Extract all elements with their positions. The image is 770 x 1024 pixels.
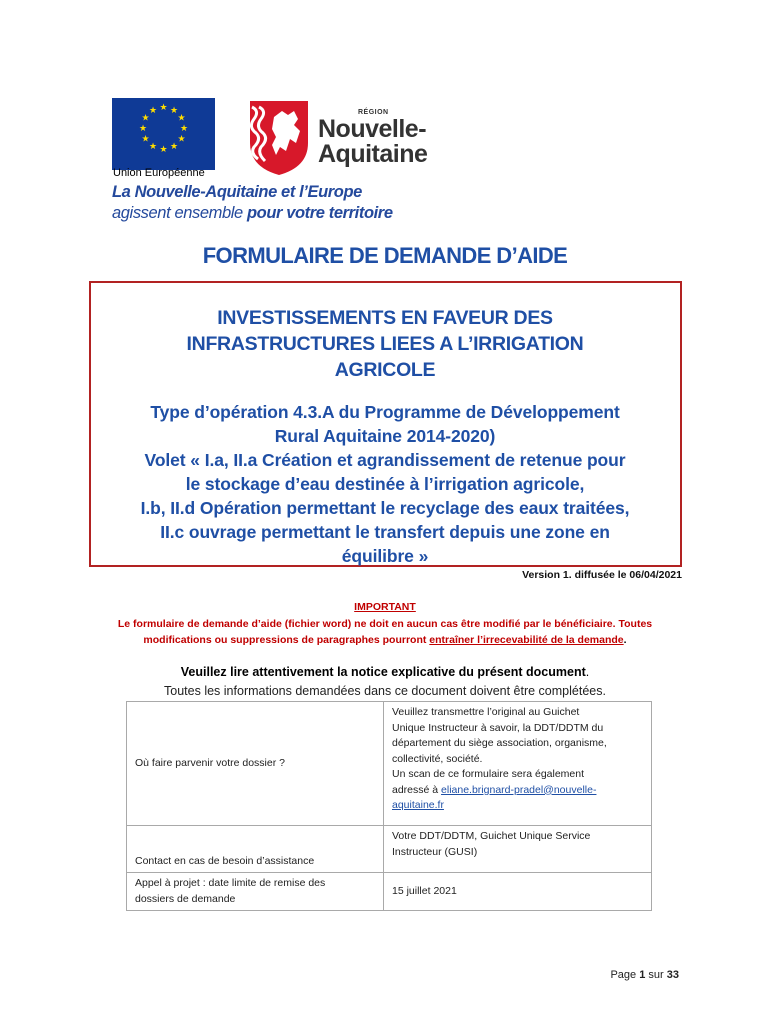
operation-type-line2: Rural Aquitaine 2014-2020) <box>274 426 496 446</box>
tagline <box>112 182 393 224</box>
row1-value-line4: collectivité, société. <box>392 752 483 765</box>
svg-text:★: ★ <box>148 142 158 152</box>
row1-label: Où faire parvenir votre dossier ? <box>135 756 285 769</box>
svg-text:★: ★ <box>148 106 158 116</box>
operation-type-line6: II.c ouvrage permettant le transfert depuis une zone en <box>160 522 610 542</box>
page-title: FORMULAIRE DE DEMANDE D’AIDE <box>202 243 568 268</box>
important-line1: Le formulaire de demande d’aide (fichier word) ne doit en aucun cas être modifié par le bénéficiaire. Toutes <box>117 618 653 630</box>
table-cell-value <box>384 826 652 873</box>
row2-value-line1: Votre DDT/DDTM, Guichet Unique Service <box>392 830 591 842</box>
operation-type-line1: Type d’opération 4.3.A du Programme de Développement <box>150 402 620 422</box>
version-label: Version 1. diffusée le 06/04/2021 <box>522 569 682 581</box>
svg-text:★: ★ <box>141 134 150 145</box>
page-total: 33 <box>666 969 679 981</box>
row1-value-line6: adressé à <box>392 783 442 796</box>
important-line2-b: entraîner l’irrecevabilité de la demande <box>429 634 624 646</box>
table-row <box>127 826 652 873</box>
svg-text:★: ★ <box>169 142 179 152</box>
region-name-line2: Aquitaine <box>318 140 428 168</box>
table-cell-label <box>127 873 384 911</box>
row3-label-line2: dossiers de demande <box>135 892 236 905</box>
subtitle <box>0 305 770 383</box>
row3-value: 15 juillet 2021 <box>392 884 457 897</box>
email-link-continued[interactable]: aquitaine.fr <box>392 799 444 811</box>
region-name <box>318 117 427 167</box>
page-word: Page <box>610 969 640 981</box>
notice-normal: Toutes les informations demandées dans ce document doivent être complétées. <box>164 684 606 698</box>
subtitle-line1: INVESTISSEMENTS EN FAVEUR DES <box>217 307 553 329</box>
info-table <box>126 701 652 911</box>
nouvelle-aquitaine-lion-icon <box>246 97 312 177</box>
page-number <box>610 969 679 981</box>
table-cell-value <box>384 873 652 911</box>
operation-type-line4: le stockage d’eau destinée à l’irrigation agricole, <box>185 474 585 494</box>
tagline-line2-a: agissent ensemble <box>112 204 243 222</box>
row1-value-line1: Veuillez transmettre l’original au Guichet <box>392 706 580 718</box>
row1-value-line5: Un scan de ce formulaire sera également <box>392 768 585 780</box>
eu-flag-logo <box>112 98 215 170</box>
important-heading: IMPORTANT <box>354 601 416 613</box>
table-cell-label <box>127 702 384 826</box>
svg-text:★: ★ <box>159 145 168 155</box>
important-line2-a: modifications ou suppressions de paragraphes pourront <box>143 634 430 646</box>
svg-text:★: ★ <box>141 113 150 124</box>
table-cell-value <box>384 702 652 826</box>
notice-bold-end: . <box>585 665 590 679</box>
table-cell-label <box>127 826 384 873</box>
row1-value-line3: département du siège association, organisme, <box>392 737 607 749</box>
email-link[interactable]: eliane.brignard-pradel@nouvelle- <box>441 783 597 796</box>
operation-type-line5: I.b, II.d Opération permettant le recyclage des eaux traitées, <box>140 498 630 518</box>
operation-type-line7: équilibre » <box>341 546 429 566</box>
tagline-line1: La Nouvelle-Aquitaine et l’Europe <box>112 183 362 201</box>
notice-bold <box>0 665 770 679</box>
svg-text:★: ★ <box>138 124 148 134</box>
svg-text:★: ★ <box>177 134 186 145</box>
region-name-line1: Nouvelle- <box>318 115 427 143</box>
subtitle-line2: INFRASTRUCTURES LIEES A L’IRRIGATION <box>186 333 584 355</box>
tagline-line2-b: pour votre territoire <box>242 204 393 222</box>
row3-label-line1: Appel à projet : date limite de remise des <box>135 877 326 889</box>
page-current: 1 <box>639 969 646 981</box>
eu-stars-icon <box>112 98 215 170</box>
region-label: RÉGION <box>358 109 389 116</box>
subtitle-line3: AGRICOLE <box>334 359 436 381</box>
notice-bold-text: Veuillez lire attentivement la notice explicative du présent document <box>180 665 586 679</box>
page-sur: sur <box>645 969 667 981</box>
row2-value-line2: Instructeur (GUSI) <box>392 845 478 858</box>
table-row <box>127 702 652 826</box>
eu-label: Union Européenne <box>113 167 205 179</box>
table-row <box>127 873 652 911</box>
row2-label: Contact en cas de besoin d’assistance <box>135 854 315 867</box>
important-text <box>60 616 710 648</box>
operation-type <box>0 400 770 568</box>
important-line2-c: . <box>623 634 627 646</box>
svg-text:★: ★ <box>159 103 168 113</box>
svg-text:★: ★ <box>169 106 179 116</box>
svg-text:★: ★ <box>177 113 186 124</box>
row1-value-line2: Unique Instructeur à savoir, la DDT/DDTM du <box>392 721 604 734</box>
operation-type-line3: Volet « I.a, II.a Création et agrandissement de retenue pour <box>144 450 626 470</box>
svg-text:★: ★ <box>179 124 189 134</box>
